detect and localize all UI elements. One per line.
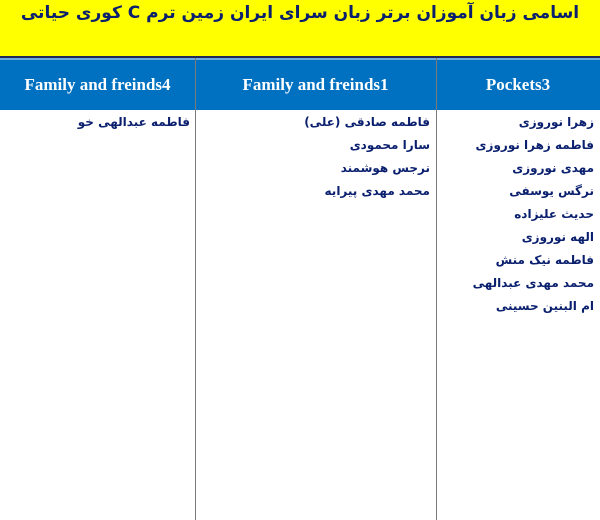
list-item: فاطمه عبدالهی خو	[77, 115, 190, 129]
name-list-family-and-freinds4	[10, 114, 190, 137]
list-item: سارا محمودی	[349, 138, 430, 152]
column-divider	[195, 58, 196, 520]
title-band	[0, 0, 600, 58]
list-item: زهرا نوروزی	[518, 115, 594, 129]
column-header-pockets3: Pockets3	[485, 75, 551, 94]
list-item: محمد مهدی پیرایه	[324, 184, 430, 198]
list-item: محمد مهدی عبدالهی	[472, 276, 594, 290]
list-item: فاطمه نیک منش	[495, 253, 594, 267]
name-list-pockets3	[444, 114, 594, 321]
list-item: نرجس هوشمند	[340, 161, 430, 175]
column-divider	[436, 58, 437, 520]
column-header-family-and-freinds4: Family and freinds4	[24, 75, 171, 94]
list-item: ام البنین حسینی	[495, 299, 594, 313]
page-title: اسامی زبان آموزان برتر زبان سرای ایران زمین ترم C کوری حیاتی	[20, 3, 580, 23]
list-item: مهدی نوروزی	[512, 161, 594, 175]
list-item: الهه نوروزی	[521, 230, 594, 244]
name-list-family-and-freinds1	[210, 114, 430, 206]
list-item: حدیث علیزاده	[514, 207, 594, 221]
list-item: فاطمه زهرا نوروزی	[475, 138, 594, 152]
table-header-row	[0, 58, 600, 110]
column-header-family-and-freinds1: Family and freinds1	[242, 75, 389, 94]
list-item: نرگس یوسفی	[509, 184, 594, 198]
list-item: فاطمه صادقی (علی)	[304, 115, 430, 129]
